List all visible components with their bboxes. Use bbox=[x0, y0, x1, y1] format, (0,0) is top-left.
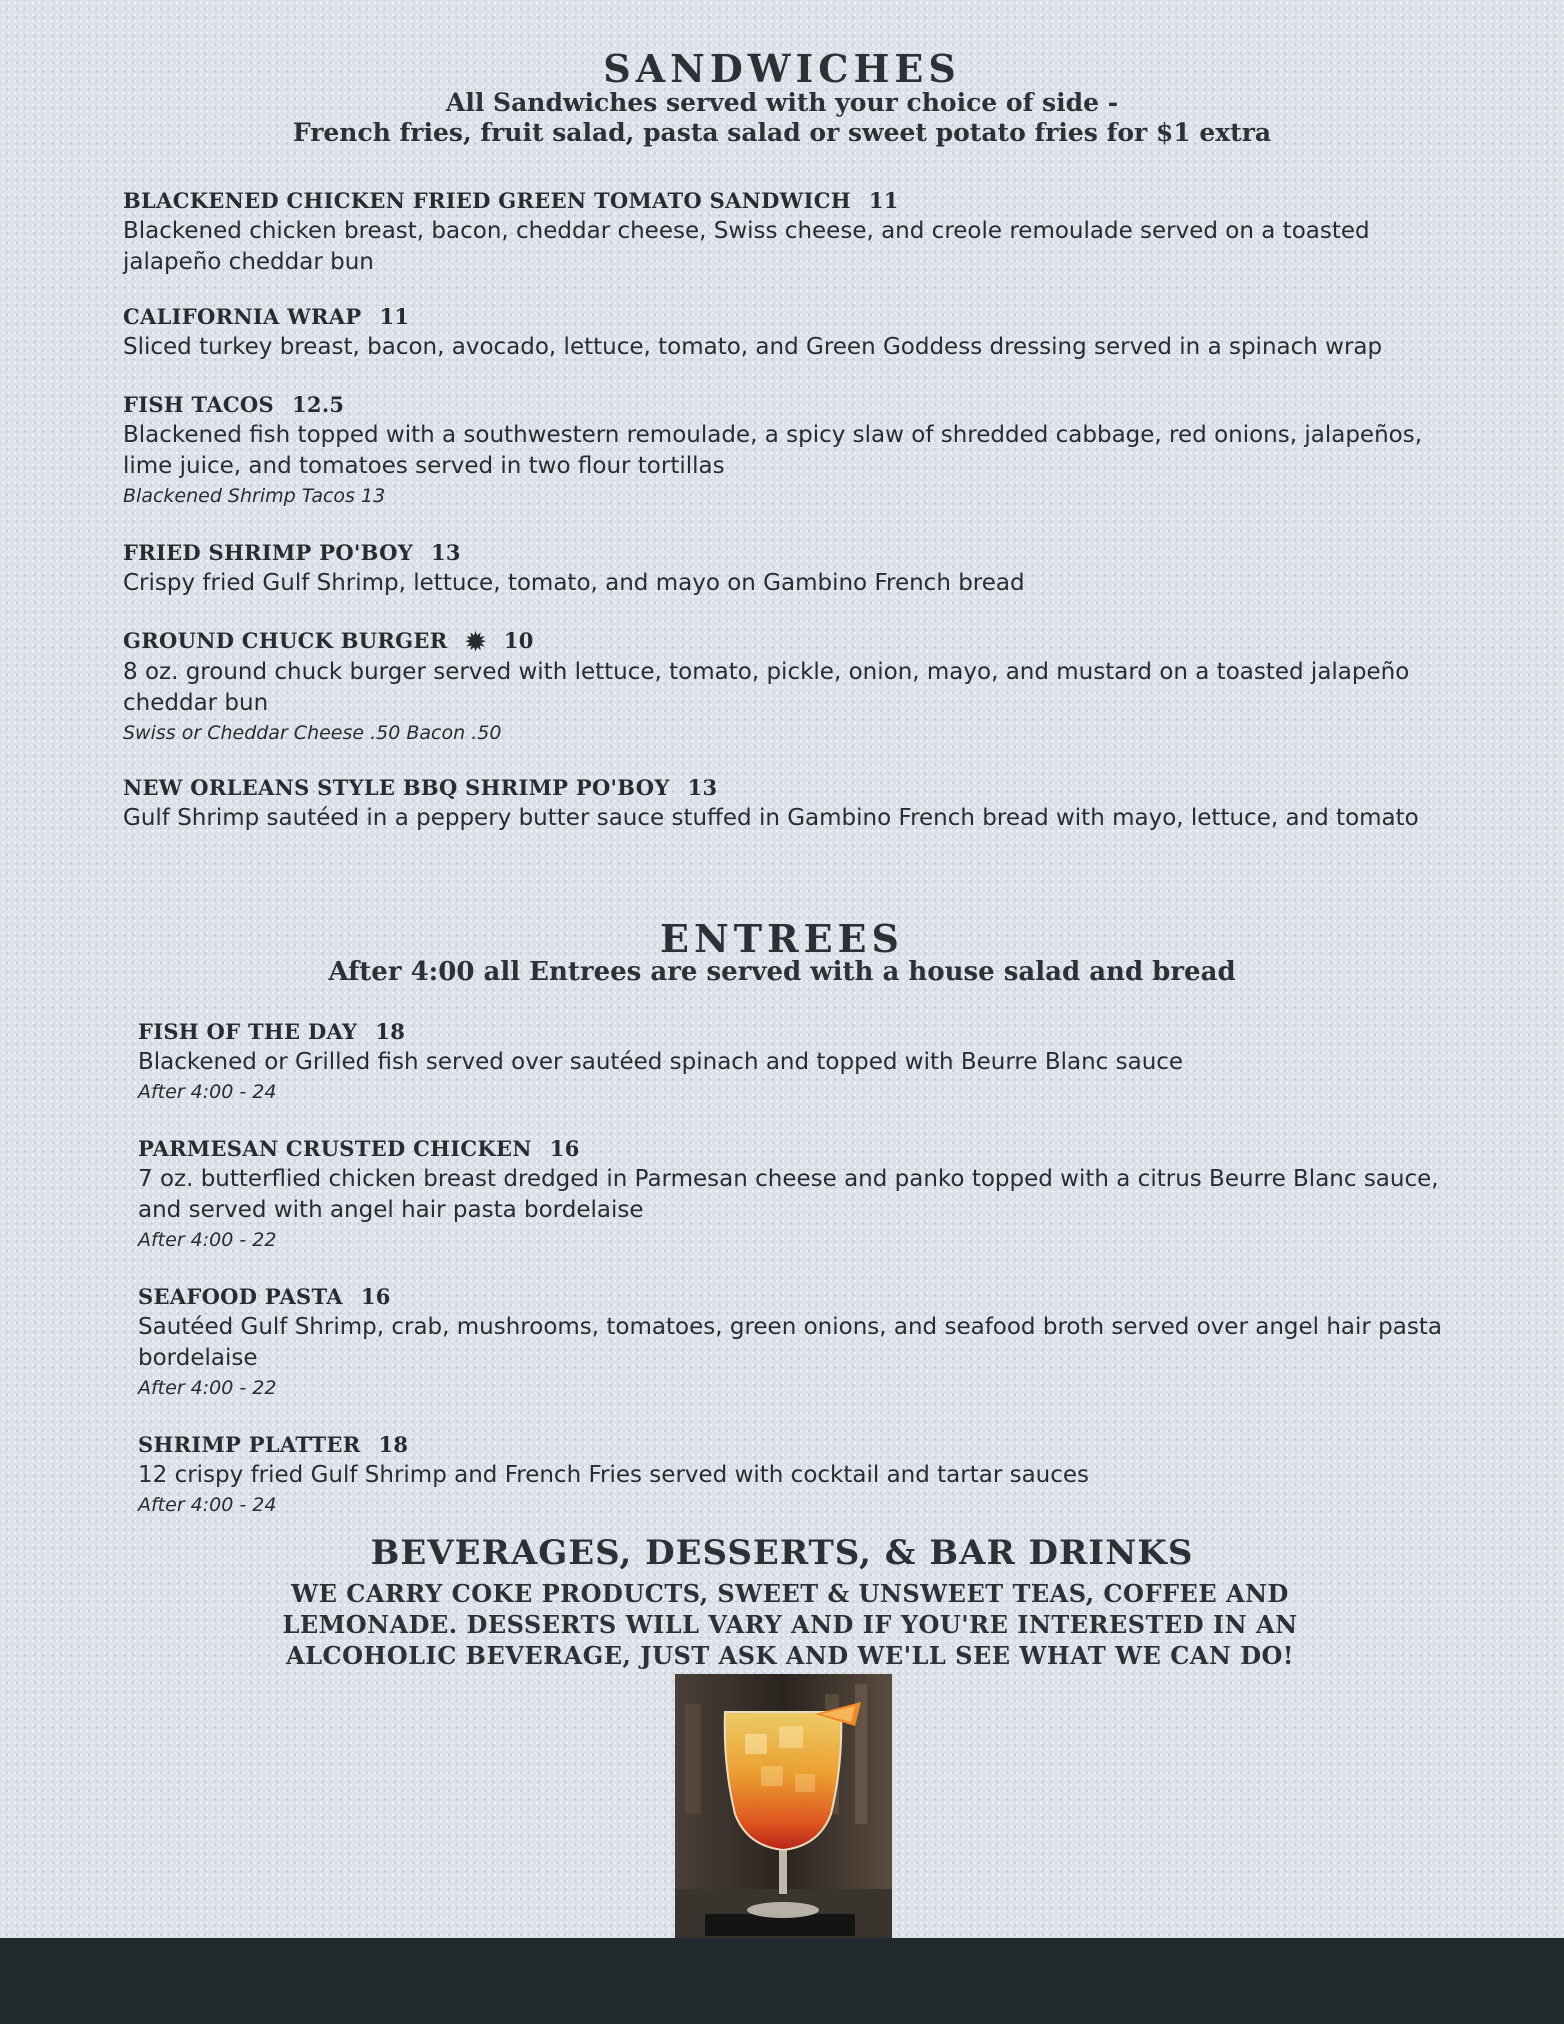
item-price: 11 bbox=[868, 188, 899, 213]
item-heading bbox=[123, 626, 1453, 657]
item-price: 16 bbox=[360, 1284, 391, 1309]
item-heading bbox=[123, 302, 1453, 332]
item-name: NEW ORLEANS STYLE BBQ SHRIMP PO'BOY bbox=[123, 775, 670, 800]
menu-item-shrimp-platter bbox=[138, 1430, 1458, 1519]
menu-item-fish-tacos bbox=[123, 390, 1453, 510]
menu-item-california-wrap bbox=[123, 302, 1453, 363]
star-burst-icon: ✹ bbox=[465, 627, 486, 656]
beverages-line2: LEMONADE. DESSERTS WILL VARY AND IF YOU'RE INTERESTED IN AN bbox=[282, 1610, 1298, 1639]
footer-bar bbox=[0, 1938, 1564, 2024]
item-price: 16 bbox=[549, 1136, 580, 1161]
entrees-subtitle: After 4:00 all Entrees are served with a house salad and bread bbox=[328, 957, 1236, 987]
cocktail-photo-illustration bbox=[675, 1674, 892, 1942]
item-price: 18 bbox=[378, 1432, 409, 1457]
beverages-line1: WE CARRY COKE PRODUCTS, SWEET & UNSWEET TEAS, COFFEE AND bbox=[291, 1579, 1289, 1608]
item-price: 12.5 bbox=[292, 392, 345, 417]
item-name: CALIFORNIA WRAP bbox=[123, 304, 362, 329]
menu-item-fish-of-the-day bbox=[138, 1017, 1458, 1106]
sandwiches-title: SANDWICHES bbox=[603, 46, 961, 91]
item-note: After 4:00 - 24 bbox=[138, 1494, 277, 1516]
item-heading bbox=[123, 773, 1453, 803]
menu-item-seafood-pasta bbox=[138, 1282, 1458, 1402]
item-name: FISH OF THE DAY bbox=[138, 1019, 358, 1044]
item-price: 10 bbox=[503, 628, 534, 653]
item-note: After 4:00 - 22 bbox=[138, 1377, 277, 1399]
sandwiches-subtitle-line1: All Sandwiches served with your choice of side - bbox=[445, 88, 1119, 117]
item-description: Gulf Shrimp sautéed in a peppery butter sauce stuffed in Gambino French bread with mayo, lettuce, and tomato bbox=[123, 805, 1419, 831]
item-price: 13 bbox=[430, 540, 461, 565]
menu-item-parmesan-crusted-chicken bbox=[138, 1134, 1458, 1254]
item-price: 13 bbox=[687, 775, 718, 800]
item-note: After 4:00 - 22 bbox=[138, 1229, 277, 1251]
item-heading bbox=[138, 1017, 1458, 1047]
menu-item-bbq-shrimp-poboy bbox=[123, 773, 1453, 834]
item-description: Blackened fish topped with a southwestern remoulade, a spicy slaw of shredded cabbage, red onions, jalapeños, lime juice, and tomatoes served in two flour tortillas bbox=[123, 422, 1423, 479]
item-heading bbox=[123, 186, 1453, 216]
menu-item-blackened-chicken bbox=[123, 186, 1453, 278]
item-heading bbox=[123, 538, 1453, 568]
item-note: After 4:00 - 24 bbox=[138, 1081, 277, 1103]
item-price: 11 bbox=[379, 304, 410, 329]
item-name: GROUND CHUCK BURGER bbox=[123, 628, 448, 653]
item-description: 12 crispy fried Gulf Shrimp and French Fries served with cocktail and tartar sauces bbox=[138, 1462, 1090, 1488]
item-description: Blackened chicken breast, bacon, cheddar cheese, Swiss cheese, and creole remoulade served on a toasted jalapeño cheddar bun bbox=[123, 218, 1370, 275]
item-heading bbox=[138, 1134, 1458, 1164]
item-description: 8 oz. ground chuck burger served with lettuce, tomato, pickle, onion, mayo, and mustard on a toasted jalapeño cheddar bun bbox=[123, 659, 1410, 716]
item-heading bbox=[123, 390, 1453, 420]
item-description: Sautéed Gulf Shrimp, crab, mushrooms, tomatoes, green onions, and seafood broth served over angel hair pasta bordelaise bbox=[138, 1314, 1442, 1371]
menu-item-fried-shrimp-poboy bbox=[123, 538, 1453, 599]
item-name: BLACKENED CHICKEN FRIED GREEN TOMATO SANDWICH bbox=[123, 188, 851, 213]
item-note: Swiss or Cheddar Cheese .50 Bacon .50 bbox=[123, 722, 502, 744]
item-name: SEAFOOD PASTA bbox=[138, 1284, 343, 1309]
sandwiches-subtitle-line2: French fries, fruit salad, pasta salad or sweet potato fries for $1 extra bbox=[292, 118, 1272, 147]
item-description: 7 oz. butterflied chicken breast dredged in Parmesan cheese and panko topped with a citrus Beurre Blanc sauce, and served with angel hair pasta bordelaise bbox=[138, 1166, 1439, 1223]
item-description: Blackened or Grilled fish served over sautéed spinach and topped with Beurre Blanc sauce bbox=[138, 1049, 1184, 1075]
cocktail-photo bbox=[675, 1674, 892, 1942]
item-name: PARMESAN CRUSTED CHICKEN bbox=[138, 1136, 532, 1161]
item-description: Crispy fried Gulf Shrimp, lettuce, tomato, and mayo on Gambino French bread bbox=[123, 570, 1025, 596]
entrees-title: ENTREES bbox=[660, 916, 904, 961]
beverages-title: BEVERAGES, DESSERTS, & BAR DRINKS bbox=[370, 1533, 1194, 1573]
beverages-description bbox=[200, 1578, 1380, 1671]
item-name: FRIED SHRIMP PO'BOY bbox=[123, 540, 413, 565]
item-name: SHRIMP PLATTER bbox=[138, 1432, 361, 1457]
item-name: FISH TACOS bbox=[123, 392, 274, 417]
beverages-line3: ALCOHOLIC BEVERAGE, JUST ASK AND WE'LL SEE WHAT WE CAN DO! bbox=[286, 1641, 1294, 1670]
item-price: 18 bbox=[375, 1019, 406, 1044]
menu-item-ground-chuck-burger bbox=[123, 626, 1453, 747]
item-note: Blackened Shrimp Tacos 13 bbox=[123, 485, 386, 507]
item-heading bbox=[138, 1282, 1458, 1312]
item-description: Sliced turkey breast, bacon, avocado, lettuce, tomato, and Green Goddess dressing served in a spinach wrap bbox=[123, 334, 1383, 360]
item-heading bbox=[138, 1430, 1458, 1460]
